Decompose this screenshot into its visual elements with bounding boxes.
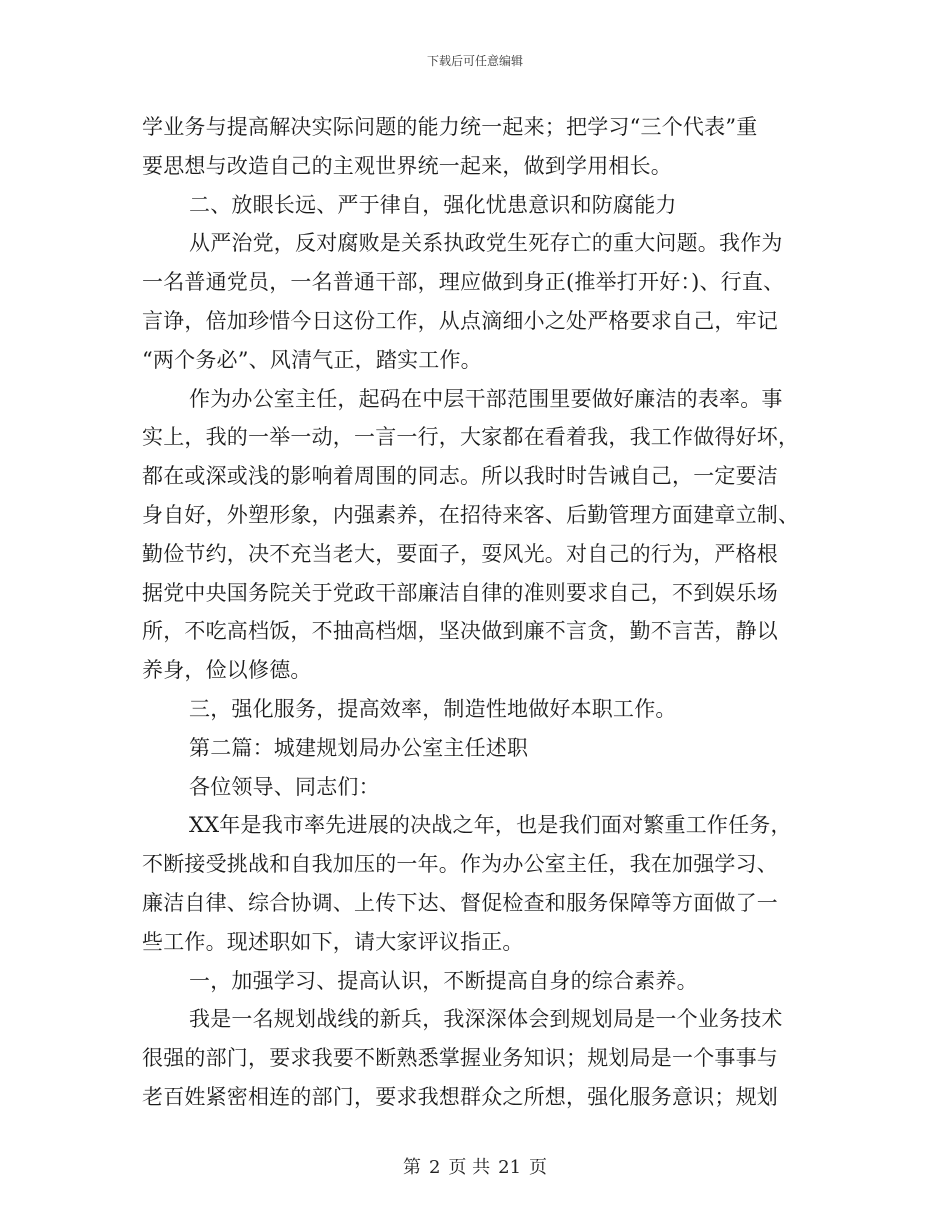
text-line: 学业务与提高解决实际问题的能力统一起来；把学习“三个代表”重 — [142, 115, 758, 139]
text-line: 我是一名规划战线的新兵，我深深体会到规划局是一个业务技术 — [189, 1007, 783, 1032]
page-footer — [0, 1153, 950, 1179]
text-line: XX年是我市率先进展的决战之年，也是我们面对繁重工作任务， — [189, 813, 792, 838]
chapter-title: 第二篇：城建规划局办公室主任述职 — [189, 735, 529, 760]
footer-suffix: 页 — [529, 1157, 548, 1178]
text-line: 都在或深或浅的影响着周围的同志。所以我时时告诫自己，一定要洁 — [142, 464, 778, 489]
page-header: 下载后可任意编辑 — [426, 54, 523, 68]
section-heading: 一，加强学习、提高认识，不断提高自身的综合素养。 — [189, 968, 698, 993]
document-body — [142, 108, 807, 1117]
text-line: 实上，我的一举一动，一言一行，大家都在看着我，我工作做得好坏， — [142, 425, 800, 450]
text-line: 言诤，倍加珍惜今日这份工作，从点滴细小之处严格要求自己，牢记 — [142, 308, 778, 333]
text-line: 身自好，外塑形象，内强素养，在招待来客、后勤管理方面建章立制、 — [142, 502, 800, 527]
text-line: 些工作。现述职如下，请大家评议指正。 — [142, 929, 524, 954]
footer-middle: 页 共 — [448, 1157, 491, 1178]
text-line: 一名普通党员，一名普通干部，理应做到身正(推举打开好：)、行直、 — [142, 270, 785, 295]
text-line: 勤俭节约，决不充当老大，要面子，耍风光。对自己的行为，严格根 — [142, 541, 778, 566]
section-heading: 二、放眼长远、严于律自，强化忧患意识和防腐能力 — [189, 192, 677, 217]
text-line: 养身，俭以修德。 — [142, 658, 312, 683]
page-number: 2 — [428, 1157, 441, 1178]
text-line: 很强的部门，要求我要不断熟悉掌握业务知识；规划局是一个事事与 — [142, 1046, 778, 1071]
text-line: 作为办公室主任，起码在中层干部范围里要做好廉洁的表率。事 — [189, 386, 783, 411]
section-heading: 三，强化服务，提高效率，制造性地做好本职工作。 — [189, 696, 677, 721]
text-line: 据党中央国务院关于党政干部廉洁自律的准则要求自己，不到娱乐场 — [142, 580, 778, 605]
total-pages: 21 — [498, 1157, 522, 1178]
text-line: 廉洁自律、综合协调、上传下达、督促检查和服务保障等方面做了一 — [142, 890, 778, 915]
text-line: 不断接受挑战和自我加压的一年。作为办公室主任，我在加强学习、 — [142, 852, 778, 877]
footer-prefix: 第 — [402, 1157, 421, 1178]
text-line: 老百姓紧密相连的部门，要求我想群众之所想，强化服务意识；规划 — [142, 1084, 778, 1109]
salutation: 各位领导、同志们： — [189, 774, 380, 799]
text-line: 从严治党，反对腐败是关系执政党生死存亡的重大问题。我作为 — [189, 231, 783, 256]
text-line: 要思想与改造自己的主观世界统一起来，做到学用相长。 — [142, 153, 672, 178]
text-line: 所，不吃高档饭，不抽高档烟，坚决做到廉不言贪，勤不言苦，静以 — [142, 619, 778, 644]
text-line: “两个务必”、风清气正，踏实工作。 — [142, 347, 482, 372]
